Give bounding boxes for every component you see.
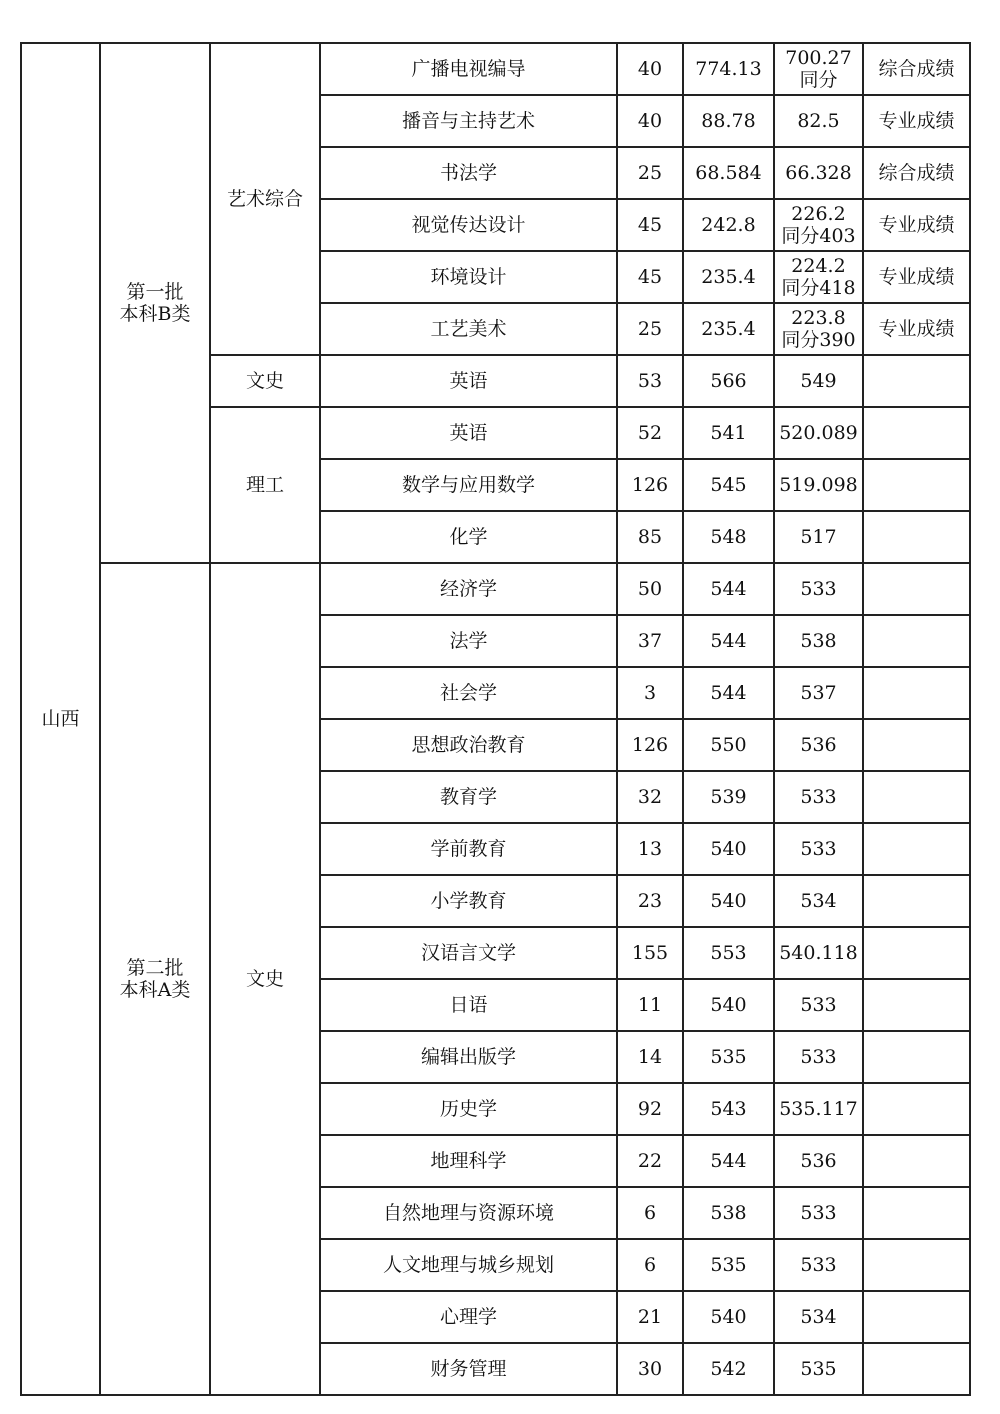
cell-text: 11 (637, 994, 663, 1016)
cell-text: 550 (710, 734, 747, 756)
cell-text: 533 (800, 786, 837, 808)
cell-text: 社会学 (439, 682, 497, 704)
min-score-cell (774, 511, 863, 563)
cell-text: 思想政治教育 (411, 734, 526, 756)
plan-count-cell (617, 615, 683, 667)
cell-text: 242.8 (701, 214, 756, 236)
min-score-cell (774, 615, 863, 667)
major-cell (320, 1187, 617, 1239)
cell-text: 538 (710, 1202, 747, 1224)
cell-text: 545 (710, 474, 747, 496)
plan-count-cell (617, 1135, 683, 1187)
major-cell (320, 979, 617, 1031)
cell-text: 地理科学 (430, 1150, 507, 1172)
min-score-cell (774, 823, 863, 875)
cell-text: 533 (800, 1046, 837, 1068)
major-cell (320, 1083, 617, 1135)
cell-text: 汉语言文学 (420, 942, 516, 964)
cell-text: 534 (800, 1306, 837, 1328)
cell-text: 广播电视编导 (411, 58, 526, 80)
max-score-cell (683, 927, 774, 979)
major-cell (320, 43, 617, 95)
plan-count-cell (617, 1187, 683, 1239)
max-score-cell (683, 771, 774, 823)
max-score-cell (683, 355, 774, 407)
cell-text: 45 (637, 214, 663, 236)
cell-text: 综合成绩 (878, 58, 955, 80)
cell-text: 13 (637, 838, 663, 860)
note-cell (863, 771, 970, 823)
cell-text: 工艺美术 (430, 318, 507, 340)
note-cell (863, 667, 970, 719)
plan-count-cell (617, 823, 683, 875)
note-cell (863, 1083, 970, 1135)
min-score-cell (774, 771, 863, 823)
max-score-cell (683, 251, 774, 303)
major-cell (320, 355, 617, 407)
note-cell (863, 1135, 970, 1187)
plan-count-cell (617, 95, 683, 147)
cell-text: 53 (637, 370, 663, 392)
plan-count-cell (617, 563, 683, 615)
major-cell (320, 1239, 617, 1291)
cell-text: 517 (800, 526, 837, 548)
cell-text: 520.089 (779, 422, 858, 444)
cell-text: 3 (643, 682, 657, 704)
max-score-cell (683, 1083, 774, 1135)
cell-text: 548 (710, 526, 747, 548)
table-row (21, 563, 970, 615)
cell-text: 数学与应用数学 (401, 474, 535, 496)
max-score-cell (683, 719, 774, 771)
major-cell (320, 199, 617, 251)
max-score-cell (683, 823, 774, 875)
note-cell (863, 459, 970, 511)
plan-count-cell (617, 407, 683, 459)
cell-text: 544 (710, 682, 747, 704)
cell-text: 224.2 (791, 255, 846, 277)
cell-text: 财务管理 (430, 1358, 507, 1380)
major-cell (320, 719, 617, 771)
cell-text: 23 (637, 890, 663, 912)
plan-count-cell (617, 303, 683, 355)
cell-text: 文史 (245, 370, 284, 392)
max-score-cell (683, 303, 774, 355)
note-cell (863, 615, 970, 667)
min-score-cell (774, 1187, 863, 1239)
max-score-cell (683, 1187, 774, 1239)
plan-count-cell (617, 1343, 683, 1395)
cell-text: 538 (800, 630, 837, 652)
plan-count-cell (617, 199, 683, 251)
cell-text: 126 (631, 474, 669, 496)
cell-text: 92 (637, 1098, 663, 1120)
cell-text: 540 (710, 994, 747, 1016)
plan-count-cell (617, 1239, 683, 1291)
min-score-cell (774, 355, 863, 407)
plan-count-cell (617, 43, 683, 95)
max-score-cell (683, 199, 774, 251)
note-cell (863, 1343, 970, 1395)
cell-text: 533 (800, 838, 837, 860)
major-cell (320, 1031, 617, 1083)
batch-a-cell (100, 563, 210, 1395)
cell-text: 533 (800, 994, 837, 1016)
cell-text: 法学 (449, 630, 488, 652)
cell-text: 88.78 (701, 110, 756, 132)
cell-text: 14 (637, 1046, 663, 1068)
plan-count-cell (617, 355, 683, 407)
note-cell (863, 251, 970, 303)
cell-text: 21 (637, 1306, 663, 1328)
cell-text: 66.328 (785, 162, 852, 184)
cell-text-secondary: 同分418 (781, 277, 856, 299)
note-cell (863, 199, 970, 251)
cell-text: 专业成绩 (878, 266, 955, 288)
note-cell (863, 927, 970, 979)
cell-text: 视觉传达设计 (411, 214, 526, 236)
max-score-cell (683, 511, 774, 563)
cell-text: 40 (637, 58, 663, 80)
major-cell (320, 771, 617, 823)
max-score-cell (683, 1291, 774, 1343)
note-cell (863, 1187, 970, 1239)
cell-text: 第二批 (126, 957, 184, 979)
cell-text: 542 (710, 1358, 747, 1380)
max-score-cell (683, 147, 774, 199)
note-cell (863, 563, 970, 615)
cell-text: 日语 (449, 994, 488, 1016)
cell-text: 544 (710, 630, 747, 652)
cell-text: 536 (800, 734, 837, 756)
cell-text: 68.584 (695, 162, 762, 184)
note-cell (863, 43, 970, 95)
plan-count-cell (617, 1291, 683, 1343)
min-score-cell (774, 719, 863, 771)
min-score-cell (774, 1343, 863, 1395)
cell-text: 235.4 (701, 318, 756, 340)
min-score-cell (774, 979, 863, 1031)
cell-text: 700.27 (785, 47, 852, 69)
major-cell (320, 251, 617, 303)
cell-text: 经济学 (439, 578, 497, 600)
cell-text: 544 (710, 1150, 747, 1172)
min-score-cell (774, 1031, 863, 1083)
cell-text: 专业成绩 (878, 318, 955, 340)
min-score-cell (774, 1239, 863, 1291)
note-cell (863, 719, 970, 771)
cell-text: 535.117 (779, 1098, 858, 1120)
major-cell (320, 823, 617, 875)
max-score-cell (683, 95, 774, 147)
plan-count-cell (617, 979, 683, 1031)
note-cell (863, 1239, 970, 1291)
max-score-cell (683, 563, 774, 615)
note-cell (863, 95, 970, 147)
cell-text: 534 (800, 890, 837, 912)
major-cell (320, 511, 617, 563)
cell-text: 22 (637, 1150, 663, 1172)
major-cell (320, 875, 617, 927)
cell-text: 50 (637, 578, 663, 600)
major-cell (320, 147, 617, 199)
cell-text: 专业成绩 (878, 214, 955, 236)
max-score-cell (683, 1135, 774, 1187)
cell-text: 英语 (449, 422, 488, 444)
note-cell (863, 1291, 970, 1343)
cell-text-secondary: 同分 (799, 69, 838, 91)
category-science-b-cell (210, 407, 320, 563)
plan-count-cell (617, 459, 683, 511)
cell-text: 40 (637, 110, 663, 132)
max-score-cell (683, 43, 774, 95)
cell-text: 543 (710, 1098, 747, 1120)
cell-text: 549 (800, 370, 837, 392)
cell-text: 155 (631, 942, 669, 964)
plan-count-cell (617, 667, 683, 719)
cell-text: 553 (710, 942, 747, 964)
cell-text: 37 (637, 630, 663, 652)
cell-text: 环境设计 (430, 266, 507, 288)
cell-text: 30 (637, 1358, 663, 1380)
cell-text: 85 (637, 526, 663, 548)
note-cell (863, 303, 970, 355)
cell-text: 学前教育 (430, 838, 507, 860)
max-score-cell (683, 979, 774, 1031)
note-cell (863, 511, 970, 563)
cell-text: 536 (800, 1150, 837, 1172)
cell-text: 书法学 (439, 162, 497, 184)
major-cell (320, 667, 617, 719)
cell-text: 535 (710, 1254, 747, 1276)
cell-text: 历史学 (439, 1098, 497, 1120)
plan-count-cell (617, 1031, 683, 1083)
min-score-cell (774, 1135, 863, 1187)
cell-text: 519.098 (779, 474, 858, 496)
cell-text-secondary: 同分403 (781, 225, 856, 247)
cell-text: 文史 (245, 968, 284, 990)
cell-text: 第一批 (126, 281, 184, 303)
major-cell (320, 615, 617, 667)
major-cell (320, 1343, 617, 1395)
cell-text: 540 (710, 1306, 747, 1328)
cell-text: 533 (800, 1254, 837, 1276)
admission-score-table (20, 42, 971, 1396)
min-score-cell (774, 875, 863, 927)
cell-text-secondary: 同分390 (781, 329, 856, 351)
cell-text: 山西 (41, 708, 80, 730)
category-art-cell (210, 43, 320, 355)
max-score-cell (683, 459, 774, 511)
cell-text: 人文地理与城乡规划 (382, 1254, 554, 1276)
cell-text: 45 (637, 266, 663, 288)
major-cell (320, 95, 617, 147)
cell-text: 223.8 (791, 307, 846, 329)
cell-text: 小学教育 (430, 890, 507, 912)
plan-count-cell (617, 719, 683, 771)
cell-text: 540.118 (779, 942, 858, 964)
cell-text: 774.13 (695, 58, 762, 80)
min-score-cell (774, 1291, 863, 1343)
note-cell (863, 823, 970, 875)
cell-text: 25 (637, 162, 663, 184)
min-score-cell (774, 199, 863, 251)
cell-text: 540 (710, 890, 747, 912)
min-score-cell (774, 563, 863, 615)
cell-text: 艺术综合 (226, 188, 303, 210)
cell-text: 52 (637, 422, 663, 444)
cell-text: 533 (800, 1202, 837, 1224)
min-score-cell (774, 1083, 863, 1135)
plan-count-cell (617, 251, 683, 303)
cell-text: 535 (710, 1046, 747, 1068)
major-cell (320, 459, 617, 511)
major-cell (320, 1135, 617, 1187)
major-cell (320, 1291, 617, 1343)
batch-b-cell (100, 43, 210, 563)
major-cell (320, 563, 617, 615)
cell-text: 英语 (449, 370, 488, 392)
min-score-cell (774, 43, 863, 95)
max-score-cell (683, 667, 774, 719)
max-score-cell (683, 1031, 774, 1083)
plan-count-cell (617, 927, 683, 979)
major-cell (320, 927, 617, 979)
max-score-cell (683, 1343, 774, 1395)
cell-text: 本科A类 (119, 979, 191, 1001)
cell-text: 本科B类 (119, 303, 191, 325)
cell-text: 537 (800, 682, 837, 704)
cell-text: 教育学 (439, 786, 497, 808)
plan-count-cell (617, 147, 683, 199)
min-score-cell (774, 147, 863, 199)
cell-text: 533 (800, 578, 837, 600)
min-score-cell (774, 407, 863, 459)
cell-text: 32 (637, 786, 663, 808)
cell-text: 综合成绩 (878, 162, 955, 184)
plan-count-cell (617, 771, 683, 823)
cell-text: 6 (643, 1202, 657, 1224)
note-cell (863, 147, 970, 199)
note-cell (863, 979, 970, 1031)
cell-text: 心理学 (439, 1306, 497, 1328)
cell-text: 541 (710, 422, 747, 444)
cell-text: 编辑出版学 (420, 1046, 516, 1068)
min-score-cell (774, 95, 863, 147)
min-score-cell (774, 459, 863, 511)
min-score-cell (774, 303, 863, 355)
major-cell (320, 407, 617, 459)
table-row (21, 43, 970, 95)
cell-text: 535 (800, 1358, 837, 1380)
cell-text: 82.5 (797, 110, 840, 132)
min-score-cell (774, 927, 863, 979)
category-liberal-a-cell (210, 563, 320, 1395)
note-cell (863, 407, 970, 459)
cell-text: 226.2 (791, 203, 846, 225)
plan-count-cell (617, 1083, 683, 1135)
max-score-cell (683, 615, 774, 667)
plan-count-cell (617, 511, 683, 563)
cell-text: 自然地理与资源环境 (382, 1202, 554, 1224)
min-score-cell (774, 667, 863, 719)
category-liberal-b-cell (210, 355, 320, 407)
cell-text: 566 (710, 370, 747, 392)
cell-text: 专业成绩 (878, 110, 955, 132)
note-cell (863, 355, 970, 407)
cell-text: 6 (643, 1254, 657, 1276)
cell-text: 化学 (449, 526, 488, 548)
plan-count-cell (617, 875, 683, 927)
cell-text: 126 (631, 734, 669, 756)
cell-text: 540 (710, 838, 747, 860)
min-score-cell (774, 251, 863, 303)
cell-text: 544 (710, 578, 747, 600)
max-score-cell (683, 1239, 774, 1291)
province-cell (21, 43, 100, 1395)
cell-text: 539 (710, 786, 747, 808)
cell-text: 理工 (245, 474, 284, 496)
note-cell (863, 1031, 970, 1083)
note-cell (863, 875, 970, 927)
cell-text: 播音与主持艺术 (401, 110, 535, 132)
max-score-cell (683, 875, 774, 927)
max-score-cell (683, 407, 774, 459)
cell-text: 25 (637, 318, 663, 340)
cell-text: 235.4 (701, 266, 756, 288)
major-cell (320, 303, 617, 355)
